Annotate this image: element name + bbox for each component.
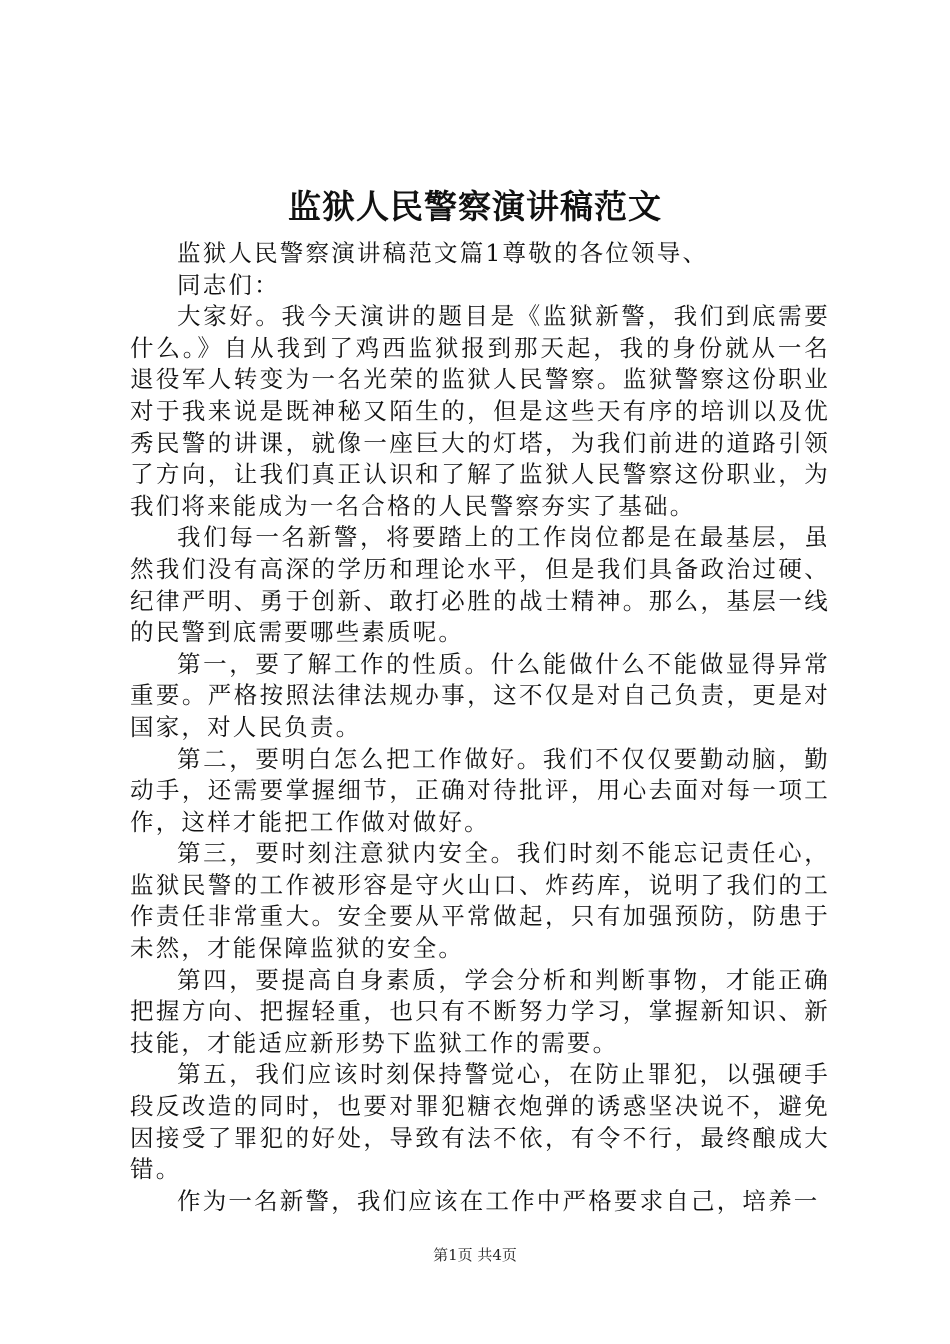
- page-footer: 第1页 共4页: [433, 1246, 517, 1264]
- paragraph-point-1: 第一，要了解工作的性质。什么能做什么不能做显得异常重要。严格按照法律法规办事，这不仅是对自己负责，更是对国家，对人民负责。: [130, 649, 830, 741]
- paragraph-closing: 作为一名新警，我们应该在工作中严格要求自己，培养一: [177, 1186, 820, 1215]
- paragraph-opening: 大家好。我今天演讲的题目是《监狱新警，我们到底需要什么。》自从我到了鸡西监狱报到那天起，我的身份就从一名退役军人转变为一名光荣的监狱人民警察。监狱警察这份职业对于我来说是既神秘又陌生的，但是这些天有序的培训以及优秀民警的讲课，就像一座巨大的灯塔，为我们前进的道路引领了方向，让我们真正认识和了解了监狱人民警察这份职业，为我们将来能成为一名合格的人民警察夯实了基础。: [130, 302, 830, 520]
- paragraph-point-5: 第五，我们应该时刻保持警觉心，在防止罪犯，以强硬手段反改造的同时，也要对罪犯糖衣炮弹的诱惑坚决说不，避免因接受了罪犯的好处，导致有法不依，有令不行，最终酿成大错。: [130, 1060, 830, 1184]
- paragraph-salutation: 同志们：: [177, 270, 280, 299]
- document-body: [130, 238, 830, 1217]
- document-title: 监狱人民警察演讲稿范文: [288, 187, 662, 226]
- paragraph-point-4: 第四，要提高自身素质，学会分析和判断事物，才能正确把握方向、把握轻重，也只有不断努力学习，掌握新知识、新技能，才能适应新形势下监狱工作的需要。: [130, 965, 830, 1057]
- paragraph-intro: 监狱人民警察演讲稿范文篇1尊敬的各位领导、: [177, 239, 709, 267]
- paragraph-point-2: 第二，要明白怎么把工作做好。我们不仅仅要勤动脑，勤动手，还需要掌握细节，正确对待批评，用心去面对每一项工作，这样才能把工作做对做好。: [130, 744, 830, 836]
- paragraph-point-3: 第三，要时刻注意狱内安全。我们时刻不能忘记责任心，监狱民警的工作被形容是守火山口、炸药库，说明了我们的工作责任非常重大。安全要从平常做起，只有加强预防，防患于未然，才能保障监狱的安全。: [130, 839, 830, 963]
- paragraph-question: 我们每一名新警，将要踏上的工作岗位都是在最基层，虽然我们没有高深的学历和理论水平，但是我们具备政治过硬、纪律严明、勇于创新、敢打必胜的战士精神。那么，基层一线的民警到底需要哪些素质呢。: [130, 523, 830, 647]
